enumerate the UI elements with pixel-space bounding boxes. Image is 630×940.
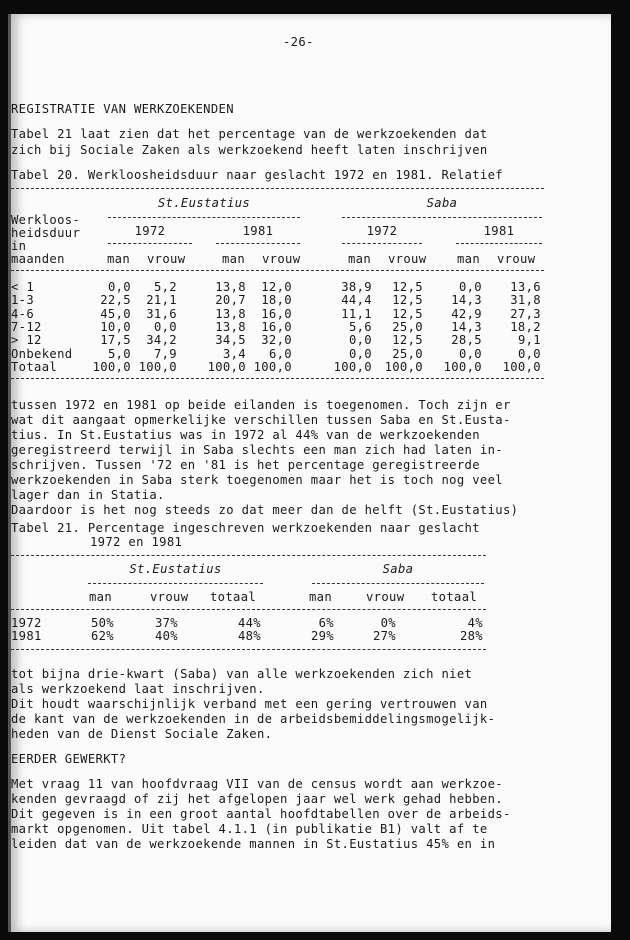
table20-sex: man <box>222 252 246 266</box>
table20-cell: 100,0 <box>384 359 423 374</box>
table20-cell: 45,0 <box>100 306 131 321</box>
table20-cell: 44,4 <box>341 293 372 308</box>
table20-sex: vrouw <box>388 252 427 266</box>
table21-row-label: 1981 <box>11 629 42 643</box>
table20-cell: 0,0 <box>458 346 482 361</box>
table20-rowheader: heidsduur <box>11 226 81 240</box>
paragraph-line: tussen 1972 en 1981 op beide eilanden is toegenomen. Toch zijn er <box>11 398 511 412</box>
table21-col: totaal <box>431 590 478 604</box>
table21-col: man <box>89 590 113 604</box>
table20-cell: 22,5 <box>100 293 131 308</box>
table21-cell: 28% <box>459 629 483 643</box>
table21-col: totaal <box>210 590 257 604</box>
table20-cell: 0,0 <box>458 280 482 294</box>
table20-cell: 0,0 <box>107 280 131 294</box>
table20-cell: 5,0 <box>107 346 131 361</box>
paragraph-line: heden van de Dienst Sociale Zaken. <box>11 727 273 741</box>
paragraph-line: Dit gegeven is in een groot aantal hoofdtabellen over de arbeids- <box>11 807 511 821</box>
table21-col: vrouw <box>150 590 189 604</box>
paragraph-line: schrijven. Tussen '72 en '81 is het percentage geregistreerde <box>11 458 480 472</box>
paragraph-line: leiden dat van de werkzoekende mannen in St.Eustatius 45% en in <box>11 837 496 851</box>
table20-cell: 11,1 <box>341 306 372 321</box>
table20-cell: 100,0 <box>92 359 131 374</box>
table20-row-label: > 12 <box>11 333 42 348</box>
table-rule <box>342 217 542 218</box>
table21-cell: 6% <box>318 616 334 630</box>
table20-cell: 18,2 <box>510 319 541 334</box>
table21-col: man <box>309 590 333 604</box>
table21-cell: 62% <box>90 629 114 643</box>
paragraph-line: Daardoor is het nog steeds zo dat meer dan de helft (St.Eustatius) <box>11 503 519 517</box>
paragraph-line: tot bijna drie-kwart (Saba) van alle werkzoekenden zich niet <box>11 667 473 681</box>
table20-cell: 34,2 <box>146 333 177 348</box>
table21-cell: 37% <box>154 616 178 630</box>
table20-sex: man <box>457 252 481 266</box>
table20-cell: 100,0 <box>502 359 541 374</box>
table-rule <box>108 217 300 218</box>
table20-cell: 100,0 <box>253 359 292 374</box>
table-rule <box>312 583 484 584</box>
table21-cell: 44% <box>237 616 261 630</box>
table20-cell: 7,9 <box>153 346 177 361</box>
table20-sex: vrouw <box>497 252 536 266</box>
table20-cell: 20,7 <box>215 293 246 308</box>
table20-cell: 100,0 <box>443 359 482 374</box>
table20-cell: 13,8 <box>215 319 246 334</box>
table20-cell: 13,8 <box>215 280 246 294</box>
table20-cell: 9,1 <box>517 333 541 348</box>
table21-cell: 0% <box>380 616 396 630</box>
table20-island-steustatius: St.Eustatius <box>157 196 251 210</box>
table-rule <box>11 649 486 650</box>
table20-cell: 25,0 <box>392 319 423 334</box>
table20-cell: 17,5 <box>100 333 131 348</box>
table-rule <box>342 243 422 244</box>
paragraph-line: werkzoekenden in Saba sterk toegenomen maar het is toch nog veel <box>11 473 503 487</box>
table21-island-saba: Saba <box>382 562 414 576</box>
table20-row-label: 1-3 <box>11 293 35 308</box>
table20-cell: 31,6 <box>146 306 177 321</box>
table-rule <box>88 583 263 584</box>
table20-year: 1981 <box>483 224 515 238</box>
table21-col: vrouw <box>366 590 405 604</box>
table20-year: 1972 <box>366 224 398 238</box>
table20-cell: 14,3 <box>451 293 482 308</box>
table20-cell: 13,6 <box>510 280 541 294</box>
table20-cell: 100,0 <box>207 359 246 374</box>
table20-row-label: 7-12 <box>11 319 42 334</box>
table20-cell: 12,0 <box>261 280 292 294</box>
paragraph-line: kenden gevraagd of zij het afgelopen jaar wel werk gehad hebben. <box>11 792 503 806</box>
table21-caption: Tabel 21. Percentage ingeschreven werkzoekenden naar geslacht <box>11 521 480 535</box>
table20-cell: 16,0 <box>261 319 292 334</box>
table20-cell: 42,9 <box>451 306 482 321</box>
table20-year: 1972 <box>134 224 166 238</box>
table20-rowheader: Werkloos- <box>11 213 81 227</box>
table-rule <box>456 243 542 244</box>
table20-year: 1981 <box>242 224 274 238</box>
table21-island-steustatius: St.Eustatius <box>129 562 222 576</box>
table20-cell: 25,0 <box>392 346 423 361</box>
paragraph-line: de kant van de werkzoekenden in de arbeidsbemiddelingsmogelijk- <box>11 712 496 726</box>
table21-cell: 4% <box>467 616 483 630</box>
paragraph-line: Met vraag 11 van hoofdvraag VII van de census wordt aan werkzoe- <box>11 777 503 791</box>
table20-rowheader: in <box>11 239 27 253</box>
table20-cell: 3,4 <box>222 346 246 361</box>
table20-cell: 14,3 <box>451 319 482 334</box>
paragraph-line: wat dit aangaat opmerkelijke verschillen tussen Saba en St.Eusta- <box>11 413 511 427</box>
table20-sex: vrouw <box>147 252 186 266</box>
table20-cell: 100,0 <box>138 359 177 374</box>
table20-cell: 16,0 <box>261 306 292 321</box>
intro-line: Tabel 21 laat zien dat het percentage van de werkzoekenden dat <box>11 127 488 141</box>
table21-caption: 1972 en 1981 <box>90 535 183 549</box>
table21-row-label: 1972 <box>11 616 42 630</box>
paragraph-line: markt opgenomen. Uit tabel 4.1.1 (in publikatie B1) valt af te <box>11 822 488 836</box>
table20-cell: 32,0 <box>261 333 292 348</box>
table20-island-saba: Saba <box>426 196 458 210</box>
section-heading-eerder-gewerkt: EERDER GEWERKT? <box>11 752 127 766</box>
table-rule <box>11 270 544 271</box>
table20-rowheader: maanden <box>11 252 65 266</box>
table20-sex: vrouw <box>262 252 301 266</box>
table20-cell: 28,5 <box>451 333 482 348</box>
table-rule <box>11 609 486 610</box>
paragraph-line: als werkzoekend laat inschrijven. <box>11 682 265 696</box>
table20-row-label: Totaal <box>11 359 58 374</box>
table-rule <box>11 555 486 556</box>
page-number: -26- <box>283 35 314 49</box>
table20-cell: 0,0 <box>517 346 541 361</box>
table20-cell: 0,0 <box>348 333 372 348</box>
table20-cell: 0,0 <box>153 319 177 334</box>
table21-cell: 48% <box>237 629 261 643</box>
table-rule <box>108 243 192 244</box>
table20-row-label: 4-6 <box>11 306 35 321</box>
table20-cell: 31,8 <box>510 293 541 308</box>
table20-cell: 0,0 <box>348 346 372 361</box>
table20-caption: Tabel 20. Werkloosheidsduur naar geslacht 1972 en 1981. Relatief <box>11 168 503 182</box>
table20-cell: 10,0 <box>100 319 131 334</box>
table20-cell: 6,0 <box>268 346 292 361</box>
table20-cell: 18,0 <box>261 293 292 308</box>
table21-cell: 50% <box>90 616 114 630</box>
paragraph-line: Dit houdt waarschijnlijk verband met een gering vertrouwen van <box>11 697 488 711</box>
table21-cell: 40% <box>154 629 178 643</box>
table21-cell: 27% <box>372 629 396 643</box>
section-heading-registratie: REGISTRATIE VAN WERKZOEKENDEN <box>11 102 234 116</box>
table20-cell: 12,5 <box>392 280 423 294</box>
table20-cell: 13,8 <box>215 306 246 321</box>
table20-cell: 12,5 <box>392 306 423 321</box>
paragraph-line: tius. In St.Eustatius was in 1972 al 44% van de werkzoekenden <box>11 428 480 442</box>
table-rule <box>216 243 300 244</box>
table-rule <box>11 378 544 379</box>
table20-cell: 100,0 <box>333 359 372 374</box>
intro-line: zich bij Sociale Zaken als werkzoekend heeft laten inschrijven <box>11 143 488 157</box>
table20-cell: 5,2 <box>153 280 177 294</box>
table-rule <box>11 188 544 189</box>
table20-cell: 12,5 <box>392 333 423 348</box>
table20-cell: 27,3 <box>510 306 541 321</box>
table20-sex: man <box>348 252 372 266</box>
table20-cell: 34,5 <box>215 333 246 348</box>
paragraph-line: geregistreerd terwijl in Saba slechts een man zich had laten in- <box>11 443 503 457</box>
table21-cell: 29% <box>310 629 334 643</box>
table20-row-label: Onbekend <box>11 346 73 361</box>
table20-cell: 5,6 <box>348 319 372 334</box>
table20-cell: 21,1 <box>146 293 177 308</box>
table20-cell: 12,5 <box>392 293 423 308</box>
paragraph-line: lager dan in Statia. <box>11 488 165 502</box>
table20-sex: man <box>107 252 131 266</box>
table20-row-label: < 1 <box>11 280 35 294</box>
table20-cell: 38,9 <box>341 280 372 294</box>
